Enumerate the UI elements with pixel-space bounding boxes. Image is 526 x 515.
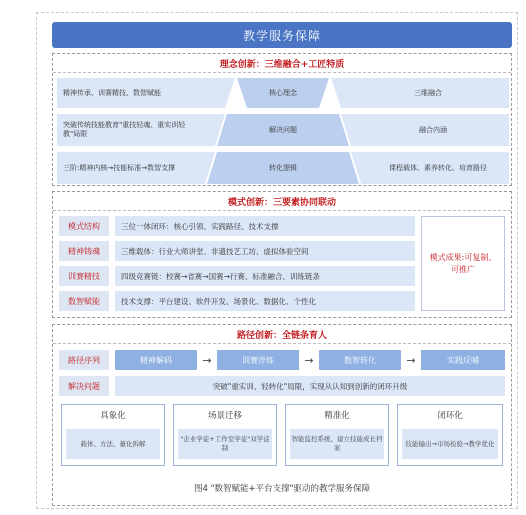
mode-tag-spirit: 精神铸魂: [59, 241, 109, 261]
step-spirit-decoding: 精神解码: [115, 350, 197, 370]
step-competition-tempering: 训赛淬炼: [217, 350, 299, 370]
mode-row-competition: 四级竞赛链：校赛→省赛→国赛→行赛、标准融合、训练链条: [115, 266, 415, 286]
row1-right-text: 三维融合: [414, 88, 442, 97]
row3-right-text: 课程载体、素养转化、培育路径: [389, 163, 487, 172]
path-sequence-tag: 路径序列: [59, 350, 109, 370]
mode-tag-digital: 数智赋能: [59, 291, 109, 311]
card-closed-loop-title: 闭环化: [437, 411, 463, 421]
section1-header: 理念创新：三维融合+工匠特质: [53, 54, 511, 73]
mode-outcome-box: 模式成果:可复制、可推广: [421, 216, 505, 311]
row2-center-text: 解决问题: [269, 125, 297, 134]
mode-tag-structure: 模式结构: [59, 216, 109, 236]
row3-left-text: 三阶:精神内核→技能标准→数智支撑: [63, 163, 176, 172]
path-problem-text: 突破"重实训、轻转化"局限，实现从认知到创新的闭环升级: [115, 376, 505, 396]
path-problem-tag: 解决问题: [59, 376, 109, 396]
card-precision-title: 精准化: [324, 411, 350, 421]
card-concretization-title: 具象化: [100, 411, 126, 421]
card-scene-transfer-desc: "企业学徒+工作室学徒"双学徒制: [178, 429, 272, 459]
row1-left-text: 精神传承、训赛精技、数智赋能: [63, 88, 161, 97]
mode-row-digital: 技术支撑：平台建设、软件开发、场景化、数据化、个性化: [115, 291, 415, 311]
row2-right-text: 融合内涵: [419, 125, 447, 134]
card-precision: [285, 404, 389, 466]
figure-title: 教学服务保障: [52, 22, 512, 48]
figure-caption: 图4 "数智赋能+平台支撑"驱动的教学服务保障: [193, 484, 371, 494]
section-concept-innovation: [52, 53, 512, 186]
section-path-innovation: [52, 324, 512, 506]
mode-row-structure: 三位一体闭环：核心引领、实践路径、技术支撑: [115, 216, 415, 236]
step-arrow-2: →: [304, 353, 314, 367]
card-closed-loop-desc: 技能输出→市场检验→教学优化: [402, 429, 498, 459]
row2-left-text: 突破传统技能教育"重技轻魂、重实训轻教"局限: [63, 121, 186, 138]
section2-header: 模式创新：三要素协同联动: [53, 192, 511, 211]
row1-center-text: 核心理念: [269, 88, 297, 97]
card-scene-transfer-title: 场景迁移: [207, 411, 242, 421]
card-precision-desc: 智能监控系统、建立技能成长档案: [290, 429, 384, 459]
mode-tag-competition: 训赛精技: [59, 266, 109, 286]
section-mode-innovation: [52, 191, 512, 318]
card-concretization: [61, 404, 165, 466]
section3-header: 路径创新：全链条育人: [53, 325, 511, 344]
step-digital-transform: 数智转化: [319, 350, 401, 370]
card-closed-loop: [397, 404, 503, 466]
row3-center-text: 转化逻辑: [269, 163, 297, 172]
step-practice-feedback: 实践反哺: [421, 350, 505, 370]
card-concretization-desc: 载体、方法、量化拆解: [66, 429, 160, 459]
step-arrow-3: →: [406, 353, 416, 367]
card-scene-transfer: [173, 404, 277, 466]
step-arrow-1: →: [202, 353, 212, 367]
mode-row-spirit: 三维载体：行业大师讲堂、非遗技艺工坊、虚拟体验空间: [115, 241, 415, 261]
